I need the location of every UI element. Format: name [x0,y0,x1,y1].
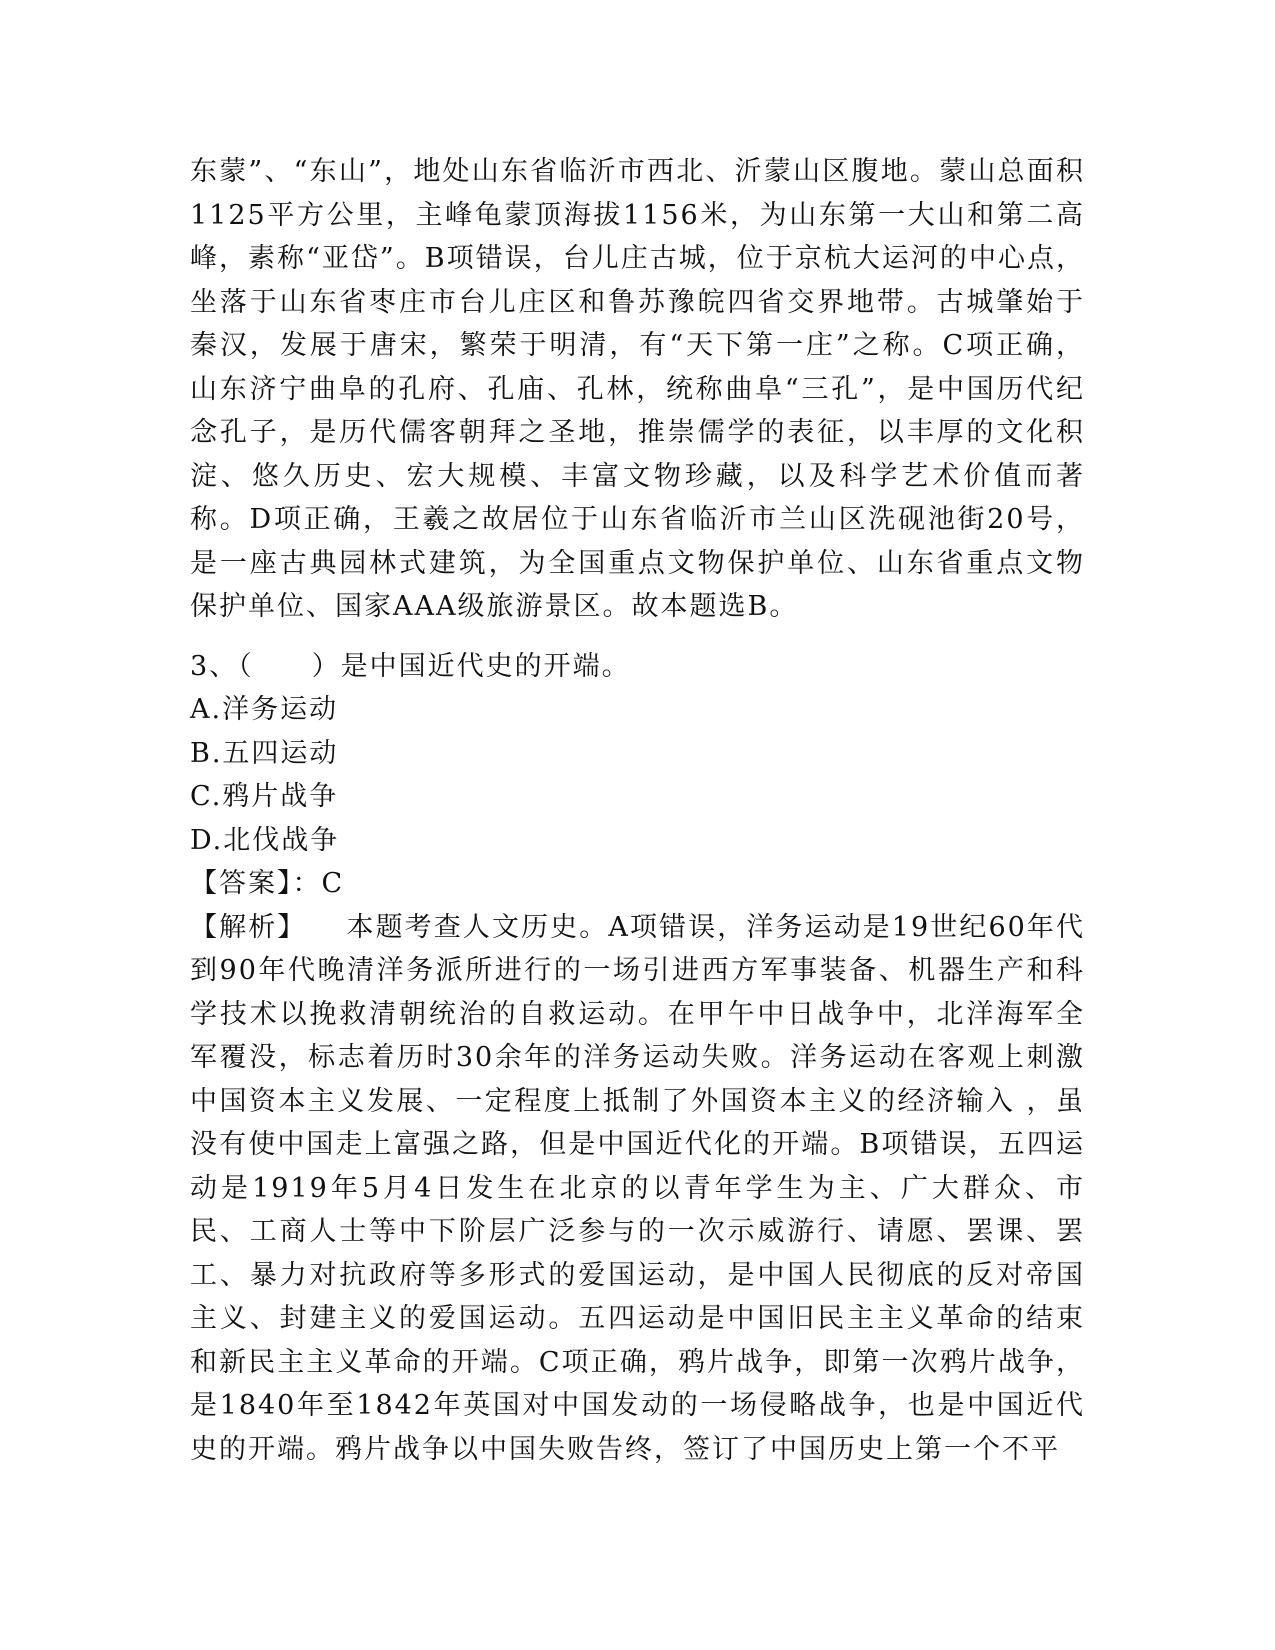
question-3 [190,645,1085,1472]
analysis-text: 本题考查人文历史。A项错误，洋务运动是19世纪60年代到90年代晚清洋务派所进行的一场引进西方军事装备、机器生产和科学技术以挽救清朝统治的自救运动。在甲午中日战争中，北洋海军全军覆没，标志着历时30余年的洋务运动失败。洋务运动在客观上刺激中国资本主义发展、一定程度上抵制了外国资本主义的经济输入 ，虽没有使中国走上富强之路，但是中国近代化的开端。B项错误，五四运动是1919年5月4日发生在北京的以青年学生为主、广大群众、市民、工商人士等中下阶层广泛参与的一次示威游行、请愿、罢课、罢工、暴力对抗政府等多形式的爱国运动，是中国人民彻底的反对帝国主义、封建主义的爱国运动。五四运动是中国旧民主主义革命的结束和新民主主义革命的开端。C项正确，鸦片战争，即第一次鸦片战争，是1840年至1842年英国对中国发动的一场侵略战争，也是中国近代史的开端。鸦片战争以中国失败告终，签订了中国历史上第一个不平 [190,911,1085,1465]
analysis-label: 【解析】 [190,911,307,943]
option-b: B.五四运动 [190,737,339,769]
answer-label: 【答案】 [190,868,293,899]
question-stem: 3、（ ）是中国近代史的开端。 [190,650,631,682]
option-d: D.北伐战争 [190,824,340,856]
option-a: A.洋务运动 [190,694,339,725]
answer-line [190,862,1085,906]
page-content [190,150,1085,1471]
analysis-paragraph [190,906,1085,1472]
option-c: C.鸦片战争 [190,781,339,812]
previous-question-explanation: 东蒙”、“东山”，地处山东省临沂市西北、沂蒙山区腹地。蒙山总面积1125平方公里，主峰龟蒙顶海拔1156米，为山东第一大山和第二高峰，素称“亚岱”。B项错误，台儿庄古城，位于京杭大运河的中心点，坐落于山东省枣庄市台儿庄区和鲁苏豫皖四省交界地带。古城肇始于秦汉，发展于唐宋，繁荣于明清，有“天下第一庄”之称。C项正确，山东济宁曲阜的孔府、孔庙、孔林，统称曲阜“三孔”，是中国历代纪念孔子，是历代儒客朝拜之圣地，推崇儒学的表征，以丰厚的文化积淀、悠久历史、宏大规模、丰富文物珍藏，以及科学艺术价值而著称。D项正确，王羲之故居位于山东省临沂市兰山区洗砚池街20号，是一座古典园林式建筑，为全国重点文物保护单位、山东省重点文物保护单位、国家AAA级旅游景区。故本题选B。 [190,156,1085,622]
answer-value: ：C [292,868,345,899]
